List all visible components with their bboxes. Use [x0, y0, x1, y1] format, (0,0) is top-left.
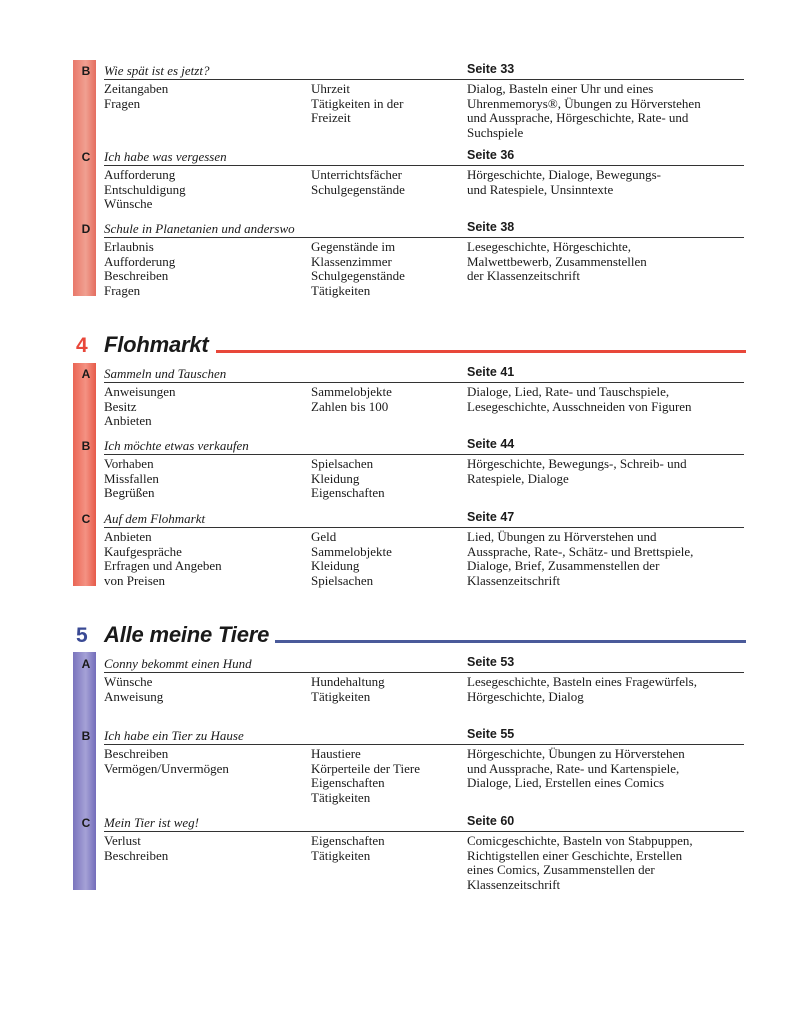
- unit-topics: Eigenschaften Tätigkeiten: [311, 833, 385, 863]
- unit-title: Sammeln und Tauschen: [104, 366, 227, 381]
- unit-activities: Lesegeschichte, Basteln eines Fragewürfels, Hörgeschichte, Dialog: [467, 674, 697, 704]
- unit-functions: Zeitangaben Fragen: [104, 81, 169, 111]
- unit-letter: C: [81, 816, 91, 830]
- unit-title: Ich möchte etwas verkaufen: [104, 438, 249, 453]
- unit-functions: Erlaubnis Aufforderung Beschreiben Fragen: [104, 239, 176, 299]
- unit-topics: Gegenstände im Klassenzimmer Schulgegenstände Tätigkeiten: [311, 239, 405, 299]
- unit-title: Mein Tier ist weg!: [104, 815, 199, 830]
- unit-page-ref: Seite 33: [467, 62, 515, 76]
- unit-header: [104, 727, 744, 745]
- chapter-3-color-strip: [73, 60, 96, 296]
- unit-functions: Anweisungen Besitz Anbieten: [104, 384, 176, 429]
- unit-functions: Anbieten Kaufgespräche Erfragen und Angeben von Preisen: [104, 529, 222, 589]
- unit-title: Wie spät ist es jetzt?: [104, 63, 210, 78]
- unit-activities: Lesegeschichte, Hörgeschichte, Malwettbewerb, Zusammenstellen der Klassenzeitschrift: [467, 239, 647, 284]
- unit-5c: [104, 814, 744, 893]
- unit-title: Auf dem Flohmarkt: [104, 511, 206, 526]
- unit-page-ref: Seite 44: [467, 437, 515, 451]
- chapter-rule: [264, 640, 746, 643]
- unit-header: [104, 365, 744, 383]
- unit-page-ref: Seite 38: [467, 220, 515, 234]
- unit-letter: B: [81, 439, 91, 453]
- unit-page-ref: Seite 41: [467, 365, 515, 379]
- chapter-title: Alle meine Tiere: [104, 622, 275, 648]
- unit-topics: Unterrichtsfächer Schulgegenstände: [311, 167, 405, 197]
- unit-activities: Lied, Übungen zu Hörverstehen und Aussprache, Rate-, Schätz- und Brettspiele, Dialoge, Brief, Zusammenstellen der Klassenzeitschrift: [467, 529, 694, 589]
- unit-letter: C: [81, 512, 91, 526]
- unit-title: Ich habe ein Tier zu Hause: [104, 728, 244, 743]
- unit-topics: Geld Sammelobjekte Kleidung Spielsachen: [311, 529, 392, 589]
- unit-5a: [104, 655, 744, 704]
- unit-3d: [104, 220, 744, 299]
- unit-header: [104, 814, 744, 832]
- unit-header: [104, 655, 744, 673]
- unit-activities: Hörgeschichte, Dialoge, Bewegungs- und Ratespiele, Unsinntexte: [467, 167, 661, 197]
- chapter-number: 4: [76, 334, 88, 357]
- unit-letter: A: [81, 367, 91, 381]
- unit-page-ref: Seite 36: [467, 148, 515, 162]
- unit-letter: B: [81, 64, 91, 78]
- unit-4a: [104, 365, 744, 429]
- unit-header: [104, 220, 744, 238]
- unit-page-ref: Seite 55: [467, 727, 515, 741]
- unit-header: [104, 62, 744, 80]
- unit-functions: Vorhaben Missfallen Begrüßen: [104, 456, 159, 501]
- unit-page-ref: Seite 60: [467, 814, 515, 828]
- unit-topics: Sammelobjekte Zahlen bis 100: [311, 384, 392, 414]
- unit-page-ref: Seite 53: [467, 655, 515, 669]
- unit-topics: Hundehaltung Tätigkeiten: [311, 674, 385, 704]
- unit-letter: D: [81, 222, 91, 236]
- unit-activities: Hörgeschichte, Bewegungs-, Schreib- und Ratespiele, Dialoge: [467, 456, 687, 486]
- unit-4b: [104, 437, 744, 501]
- chapter-4-color-strip: [73, 363, 96, 586]
- unit-header: [104, 148, 744, 166]
- unit-activities: Dialoge, Lied, Rate- und Tauschspiele, Lesegeschichte, Ausschneiden von Figuren: [467, 384, 692, 414]
- chapter-4-header: [76, 334, 746, 364]
- unit-topics: Uhrzeit Tätigkeiten in der Freizeit: [311, 81, 404, 126]
- unit-header: [104, 510, 744, 528]
- unit-letter: C: [81, 150, 91, 164]
- unit-topics: Spielsachen Kleidung Eigenschaften: [311, 456, 385, 501]
- unit-title: Ich habe was vergessen: [104, 149, 227, 164]
- unit-activities: Hörgeschichte, Übungen zu Hörverstehen und Aussprache, Rate- und Kartenspiele, Dialoge, Lied, Erstellen eines Comics: [467, 746, 685, 791]
- unit-3c: [104, 148, 744, 212]
- chapter-number: 5: [76, 624, 88, 647]
- chapter-5-color-strip: [73, 652, 96, 890]
- chapter-5-header: [76, 624, 746, 654]
- chapter-title: Flohmarkt: [104, 332, 215, 358]
- unit-title: Schule in Planetanien und anderswo: [104, 221, 295, 236]
- unit-page-ref: Seite 47: [467, 510, 515, 524]
- unit-3b: [104, 62, 744, 141]
- unit-4c: [104, 510, 744, 589]
- unit-letter: A: [81, 657, 91, 671]
- chapter-rule: [216, 350, 746, 353]
- unit-topics: Haustiere Körperteile der Tiere Eigenschaften Tätigkeiten: [311, 746, 421, 806]
- unit-functions: Beschreiben Vermögen/Unvermögen: [104, 746, 229, 776]
- unit-functions: Verlust Beschreiben: [104, 833, 169, 863]
- unit-functions: Wünsche Anweisung: [104, 674, 164, 704]
- unit-title: Conny bekommt einen Hund: [104, 656, 252, 671]
- unit-5b: [104, 727, 744, 806]
- unit-activities: Comicgeschichte, Basteln von Stabpuppen, Richtigstellen einer Geschichte, Erstellen eines Comics, Zusammenstellen der Klassenzeitschrift: [467, 833, 693, 893]
- unit-header: [104, 437, 744, 455]
- unit-activities: Dialog, Basteln einer Uhr und eines Uhrenmemorys®, Übungen zu Hörverstehen und Aussprache, Hörgeschichte, Rate- und Suchspiele: [467, 81, 701, 141]
- unit-functions: Aufforderung Entschuldigung Wünsche: [104, 167, 186, 212]
- unit-letter: B: [81, 729, 91, 743]
